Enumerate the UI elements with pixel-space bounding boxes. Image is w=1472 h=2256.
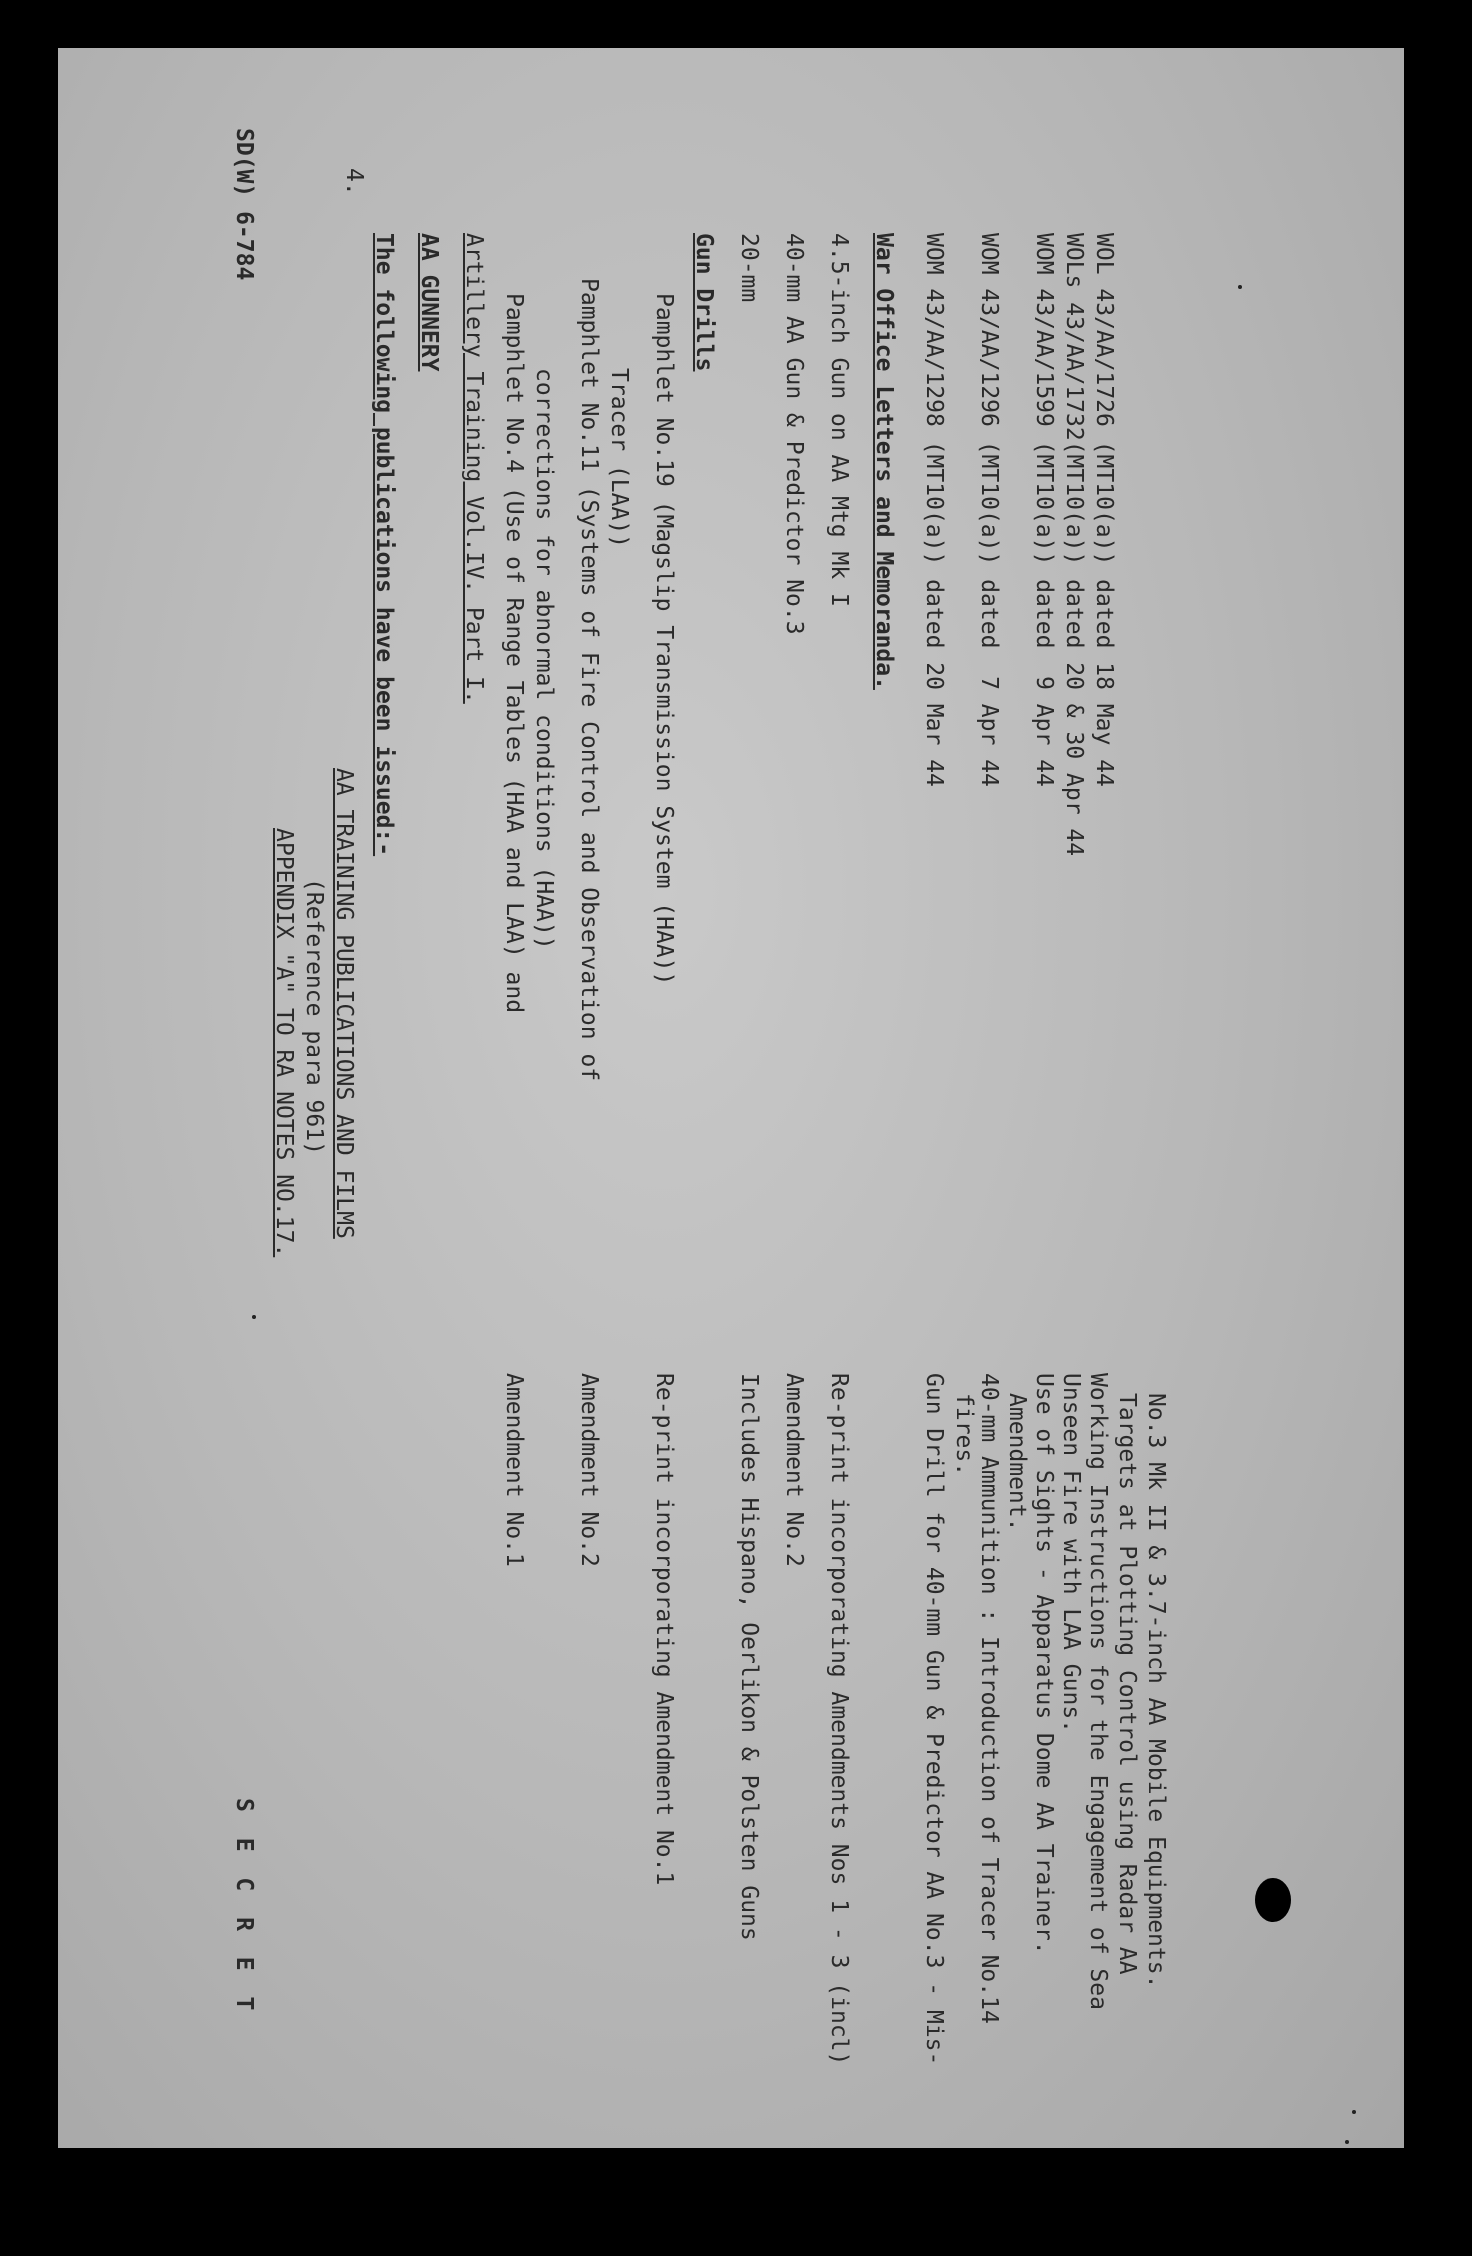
artillery-training-heading: Artillery Training Vol.IV. Part I. [461,233,487,704]
gun-drill-40mm-note: Amendment No.2 [781,1373,807,1567]
wol-1726-note-3: No.3 Mk II & 3.7-inch AA Mobile Equipments. [1143,1393,1169,1989]
aa-gunnery-heading: AA GUNNERY [416,233,442,372]
section-title: AA TRAINING PUBLICATIONS AND FILMS [331,768,357,1239]
wols-1732-note: Unseen Fire with LAA Guns. [1058,1373,1084,1734]
wom-1599-ref: WOM 43/AA/1599 (MT10(a)) dated 9 Apr 44 [1031,233,1057,787]
gun-drill-4-5-inch-note: Re-print incorporating Amendments Nos 1 - 3 (incl) [826,1373,852,2066]
war-office-heading: War Office Letters and Memoranda. [871,233,897,690]
wol-1726-note-2: Targets at Plotting Control using Radar AA [1114,1393,1140,1975]
rotated-text-layer [58,48,1404,2148]
speck [1238,285,1242,289]
pamphlet-11-line-2: Tracer (LAA)) [606,368,632,549]
speck [1352,2110,1356,2114]
gun-drill-20mm-note: Includes Hispano, Oerlikon & Polsten Guns [736,1373,762,1941]
gun-drill-4-5-inch: 4.5-inch Gun on AA Mtg Mk I [826,233,852,607]
pamphlet-11-note: Amendment No.2 [576,1373,602,1567]
pamphlet-19-line-1: Pamphlet No.19 (Magslip Transmission System (HAA)) [651,293,677,986]
speck [252,1315,256,1319]
speck [1345,2140,1349,2144]
intro-text: The following publications have been issued:- [371,233,397,857]
wom-1298-note-1: Gun Drill for 40-mm Gun & Predictor AA No.3 - Mis- [921,1373,947,2066]
wols-1732-ref: WOLs 43/AA/1732(MT10(a)) dated 20 & 30 Apr 44 [1061,233,1087,857]
wol-1726-note-1: Working Instructions for the Engagement of Sea [1085,1373,1111,2010]
gun-drills-heading: Gun Drills [691,233,717,372]
pamphlet-4-note: Amendment No.1 [501,1373,527,1567]
document-reference: SD(W) 6-784 [231,128,257,281]
wom-1296-ref: WOM 43/AA/1296 (MT10(a)) dated 7 Apr 44 [976,233,1002,787]
document-page [58,48,1404,2148]
gun-drill-40mm: 40-mm AA Gun & Predictor No.3 [781,233,807,635]
appendix-reference: (Reference para 961) [301,878,327,1155]
wom-1298-ref: WOM 43/AA/1298 (MT10(a)) dated 20 Mar 44 [921,233,947,787]
wom-1296-note-1: 40-mm Ammunition : Introduction of Tracer No.14 [976,1373,1002,2024]
paragraph-number: 4. [341,168,367,196]
appendix-title: APPENDIX "A" TO RA NOTES NO.17. [271,828,297,1258]
wom-1599-note: Use of Sights - Apparatus Dome AA Trainer. [1031,1373,1057,1955]
pamphlet-4-line-1: Pamphlet No.4 (Use of Range Tables (HAA and LAA) and [501,293,527,1014]
wom-1298-note-2: fires. [951,1393,977,1477]
gun-drill-20mm: 20-mm [736,233,762,303]
pamphlet-11-line-1: Pamphlet No.11 (Systems of Fire Control and Observation of [576,278,602,1082]
pamphlet-4-line-2: corrections for abnormal conditions (HAA)) [531,368,557,950]
pamphlet-19-note: Re-print incorporating Amendment No.1 [651,1373,677,1886]
wol-1726-ref: WOL 43/AA/1726 (MT10(a)) dated 18 May 44 [1091,233,1117,787]
ink-blot [1255,1878,1291,1922]
wom-1296-note-2: Amendment. [1004,1393,1030,1532]
security-classification: S E C R E T [231,1798,257,2017]
